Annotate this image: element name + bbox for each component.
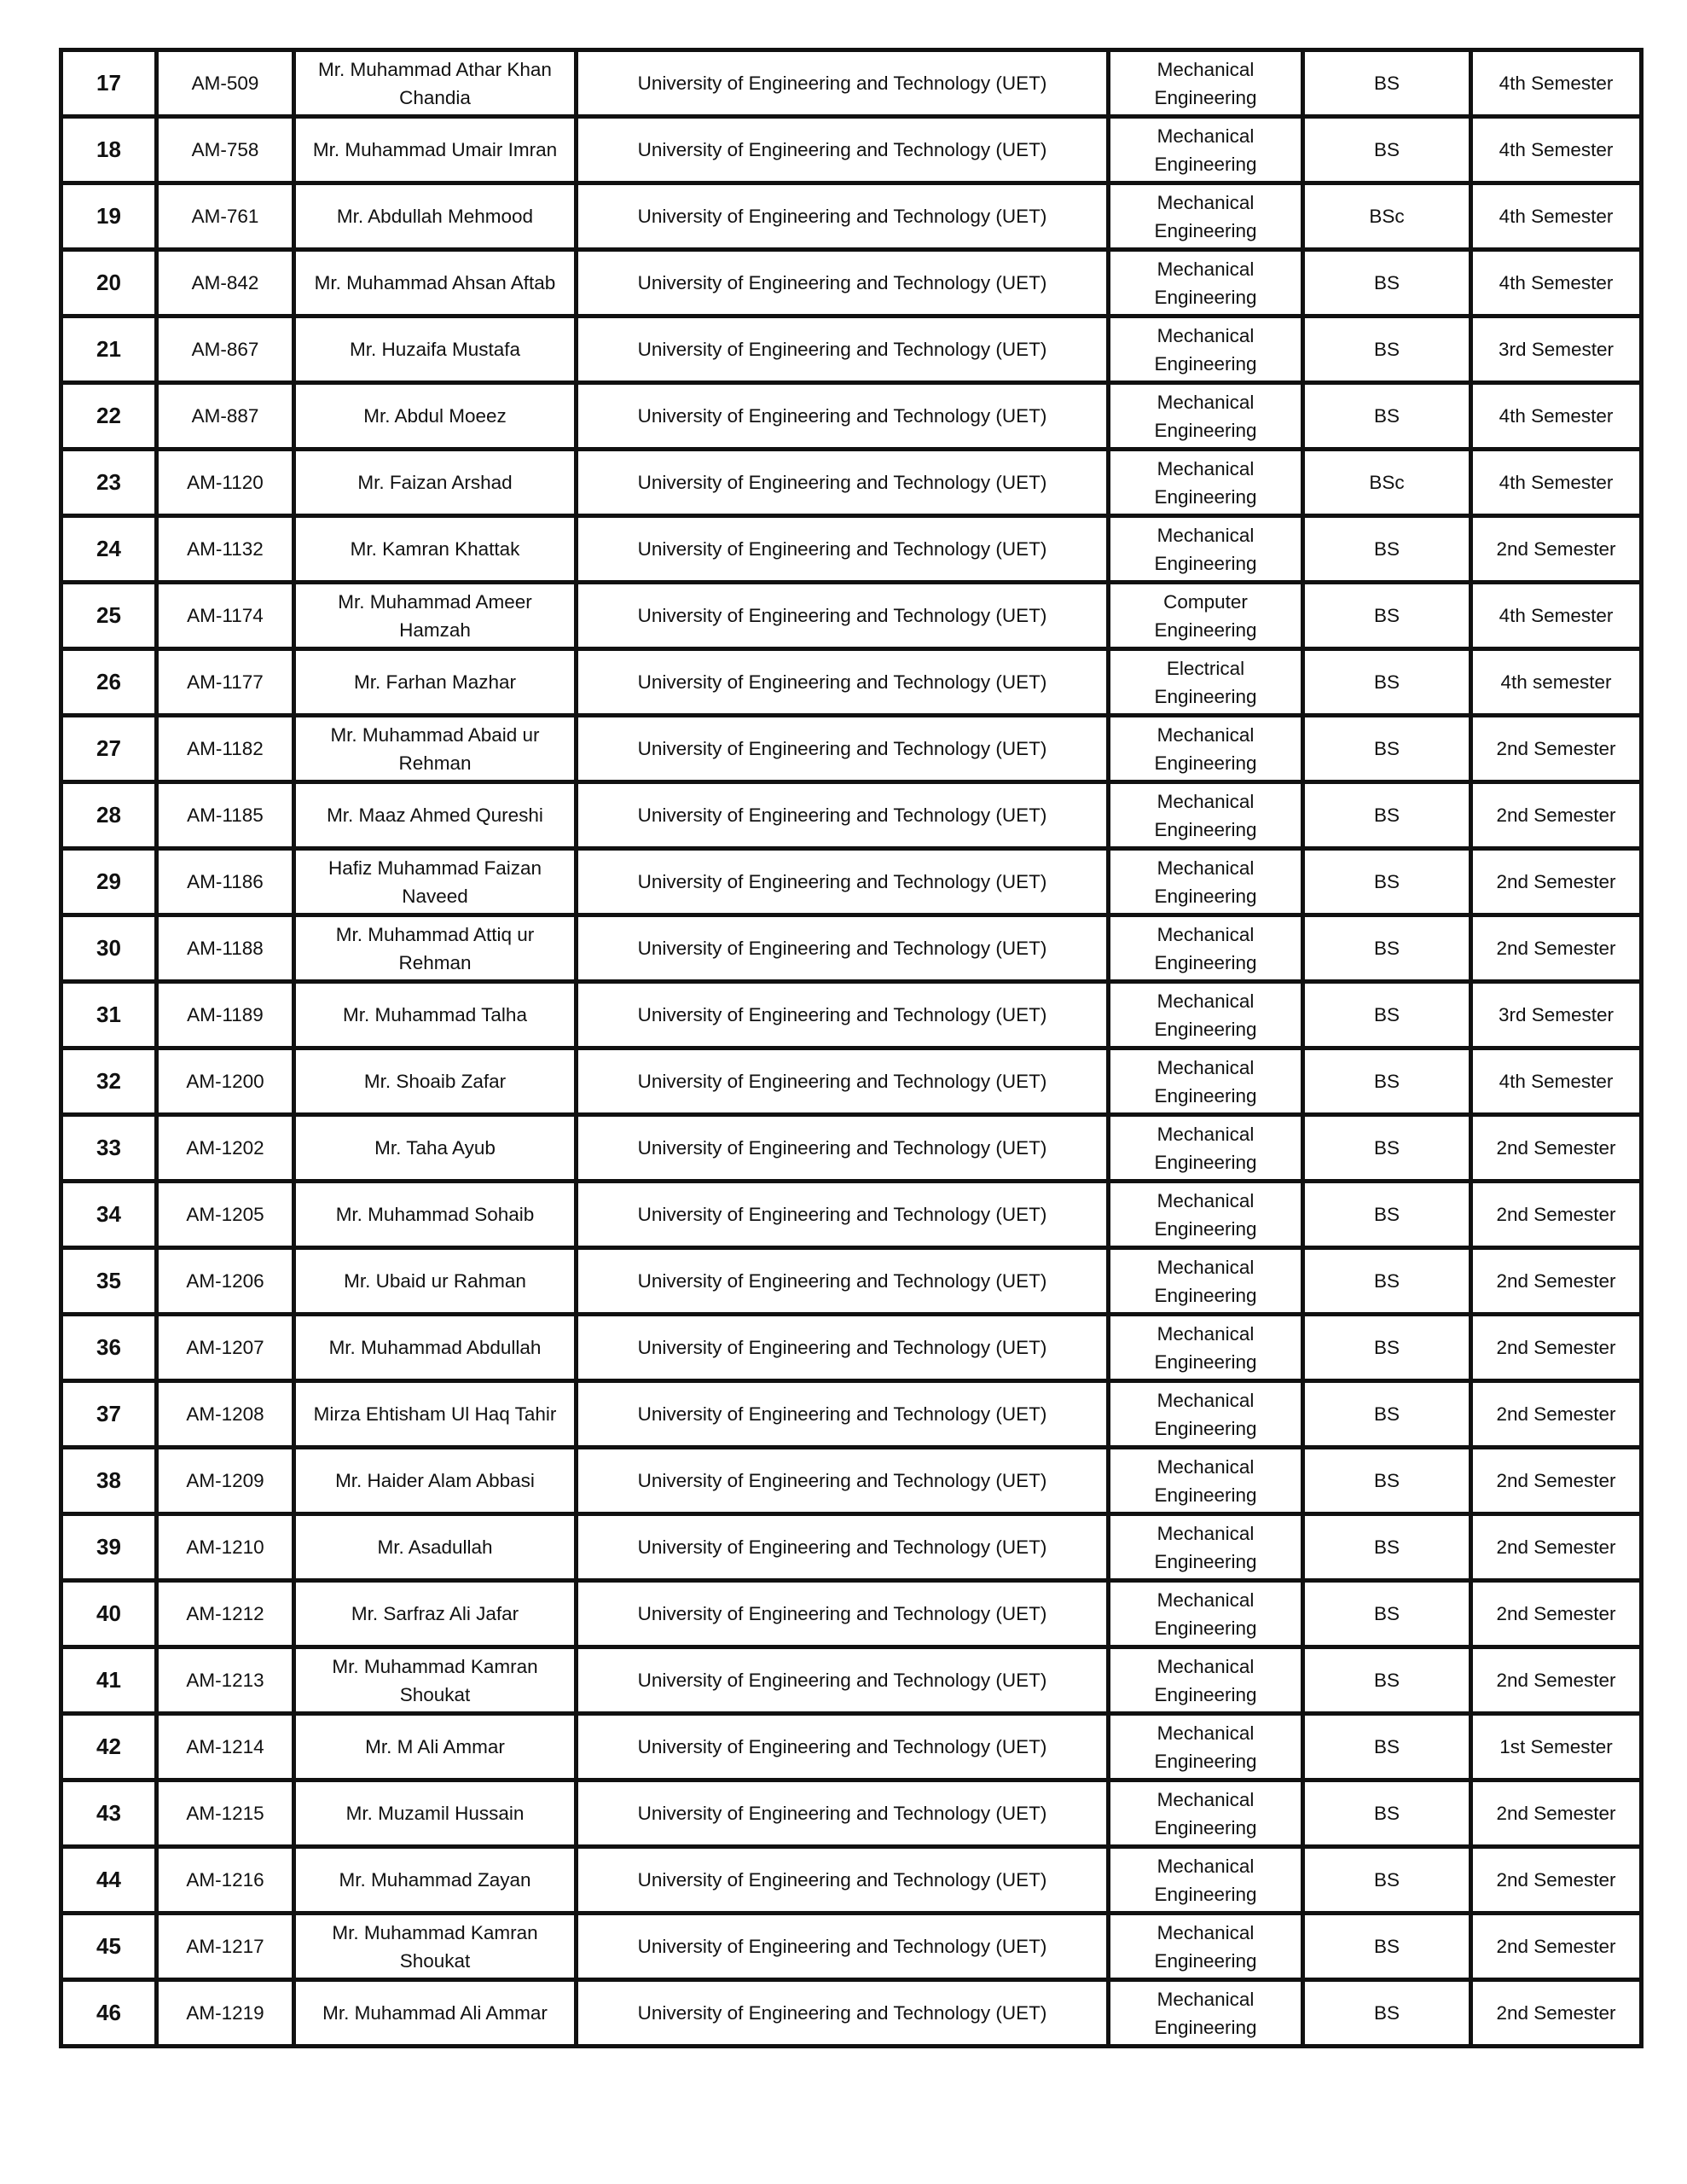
degree-cell: BS [1303,1448,1471,1514]
institute-cell: University of Engineering and Technology (UET) [577,516,1109,583]
institute-cell: University of Engineering and Technology (UET) [577,1581,1109,1647]
semester-cell: 4th Semester [1471,1048,1642,1115]
serial-number-cell: 46 [61,1980,157,2047]
member-id-cell: AM-1189 [157,982,294,1048]
serial-number-cell: 17 [61,50,157,117]
degree-cell: BS [1303,1048,1471,1115]
member-id-cell: AM-1217 [157,1914,294,1980]
member-id-cell: AM-1200 [157,1048,294,1115]
department-cell: Mechanical Engineering [1109,1514,1303,1581]
student-name-cell: Mr. Ubaid ur Rahman [294,1248,577,1315]
semester-cell: 2nd Semester [1471,782,1642,849]
department-cell: Mechanical Engineering [1109,849,1303,915]
semester-cell: 4th Semester [1471,117,1642,183]
department-cell: Mechanical Engineering [1109,782,1303,849]
serial-number-cell: 41 [61,1647,157,1714]
department-cell: Mechanical Engineering [1109,1980,1303,2047]
institute-cell: University of Engineering and Technology (UET) [577,317,1109,383]
student-name-cell: Mr. Farhan Mazhar [294,649,577,716]
institute-cell: University of Engineering and Technology (UET) [577,1714,1109,1780]
student-name-cell: Mr. M Ali Ammar [294,1714,577,1780]
serial-number-cell: 40 [61,1581,157,1647]
student-name-cell: Mr. Muhammad Kamran Shoukat [294,1647,577,1714]
institute-cell: University of Engineering and Technology (UET) [577,1448,1109,1514]
member-id-cell: AM-1182 [157,716,294,782]
table-row [61,849,1642,915]
student-name-cell: Mr. Abdullah Mehmood [294,183,577,250]
table-row [61,1315,1642,1381]
member-id-cell: AM-1209 [157,1448,294,1514]
department-cell: Mechanical Engineering [1109,1847,1303,1914]
institute-cell: University of Engineering and Technology (UET) [577,50,1109,117]
serial-number-cell: 28 [61,782,157,849]
table-row [61,1514,1642,1581]
table-row [61,716,1642,782]
member-id-cell: AM-1214 [157,1714,294,1780]
department-cell: Computer Engineering [1109,583,1303,649]
institute-cell: University of Engineering and Technology (UET) [577,1315,1109,1381]
table-row [61,50,1642,117]
table-row [61,117,1642,183]
table-row [61,649,1642,716]
member-id-cell: AM-842 [157,250,294,317]
serial-number-cell: 44 [61,1847,157,1914]
member-id-cell: AM-867 [157,317,294,383]
table-row [61,1381,1642,1448]
semester-cell: 2nd Semester [1471,849,1642,915]
semester-cell: 2nd Semester [1471,915,1642,982]
table-row [61,1647,1642,1714]
institute-cell: University of Engineering and Technology (UET) [577,1115,1109,1182]
degree-cell: BS [1303,1315,1471,1381]
table-row [61,250,1642,317]
table-row [61,1248,1642,1315]
serial-number-cell: 42 [61,1714,157,1780]
member-id-cell: AM-1132 [157,516,294,583]
table-row [61,1980,1642,2047]
institute-cell: University of Engineering and Technology (UET) [577,915,1109,982]
table-row [61,1914,1642,1980]
institute-cell: University of Engineering and Technology (UET) [577,1980,1109,2047]
member-id-cell: AM-1206 [157,1248,294,1315]
student-name-cell: Mr. Muhammad Zayan [294,1847,577,1914]
student-name-cell: Mr. Muhammad Athar Khan Chandia [294,50,577,117]
semester-cell: 2nd Semester [1471,1514,1642,1581]
serial-number-cell: 19 [61,183,157,250]
serial-number-cell: 33 [61,1115,157,1182]
table-row [61,183,1642,250]
semester-cell: 2nd Semester [1471,1115,1642,1182]
member-id-cell: AM-1219 [157,1980,294,2047]
degree-cell: BS [1303,117,1471,183]
serial-number-cell: 21 [61,317,157,383]
department-cell: Mechanical Engineering [1109,1448,1303,1514]
serial-number-cell: 39 [61,1514,157,1581]
table-row [61,915,1642,982]
serial-number-cell: 29 [61,849,157,915]
student-name-cell: Mr. Muhammad Kamran Shoukat [294,1914,577,1980]
student-name-cell: Mr. Muhammad Ameer Hamzah [294,583,577,649]
degree-cell: BS [1303,383,1471,450]
student-name-cell: Mr. Asadullah [294,1514,577,1581]
member-id-cell: AM-1174 [157,583,294,649]
serial-number-cell: 27 [61,716,157,782]
department-cell: Mechanical Engineering [1109,516,1303,583]
member-id-cell: AM-758 [157,117,294,183]
department-cell: Mechanical Engineering [1109,1048,1303,1115]
member-id-cell: AM-509 [157,50,294,117]
semester-cell: 2nd Semester [1471,1847,1642,1914]
department-cell: Mechanical Engineering [1109,250,1303,317]
serial-number-cell: 18 [61,117,157,183]
department-cell: Mechanical Engineering [1109,1248,1303,1315]
degree-cell: BS [1303,516,1471,583]
semester-cell: 2nd Semester [1471,1315,1642,1381]
semester-cell: 2nd Semester [1471,1780,1642,1847]
department-cell: Mechanical Engineering [1109,716,1303,782]
degree-cell: BS [1303,1248,1471,1315]
institute-cell: University of Engineering and Technology (UET) [577,1248,1109,1315]
degree-cell: BSc [1303,183,1471,250]
department-cell: Mechanical Engineering [1109,1914,1303,1980]
department-cell: Mechanical Engineering [1109,383,1303,450]
department-cell: Mechanical Engineering [1109,1115,1303,1182]
degree-cell: BS [1303,1182,1471,1248]
department-cell: Mechanical Engineering [1109,1714,1303,1780]
serial-number-cell: 26 [61,649,157,716]
degree-cell: BS [1303,649,1471,716]
semester-cell: 4th Semester [1471,50,1642,117]
serial-number-cell: 23 [61,450,157,516]
member-id-cell: AM-1185 [157,782,294,849]
serial-number-cell: 30 [61,915,157,982]
department-cell: Mechanical Engineering [1109,183,1303,250]
degree-cell: BS [1303,1914,1471,1980]
department-cell: Mechanical Engineering [1109,1647,1303,1714]
degree-cell: BS [1303,317,1471,383]
semester-cell: 3rd Semester [1471,317,1642,383]
degree-cell: BS [1303,849,1471,915]
serial-number-cell: 25 [61,583,157,649]
department-cell: Mechanical Engineering [1109,915,1303,982]
degree-cell: BS [1303,716,1471,782]
member-id-cell: AM-761 [157,183,294,250]
institute-cell: University of Engineering and Technology (UET) [577,1847,1109,1914]
semester-cell: 4th Semester [1471,383,1642,450]
table-row [61,1048,1642,1115]
member-id-cell: AM-1120 [157,450,294,516]
semester-cell: 4th Semester [1471,583,1642,649]
member-id-cell: AM-1210 [157,1514,294,1581]
semester-cell: 2nd Semester [1471,1647,1642,1714]
table-row [61,982,1642,1048]
degree-cell: BS [1303,1581,1471,1647]
degree-cell: BS [1303,915,1471,982]
institute-cell: University of Engineering and Technology (UET) [577,450,1109,516]
institute-cell: University of Engineering and Technology (UET) [577,250,1109,317]
institute-cell: University of Engineering and Technology (UET) [577,117,1109,183]
member-id-cell: AM-1188 [157,915,294,982]
degree-cell: BS [1303,1980,1471,2047]
serial-number-cell: 45 [61,1914,157,1980]
student-name-cell: Mr. Haider Alam Abbasi [294,1448,577,1514]
semester-cell: 2nd Semester [1471,1914,1642,1980]
student-name-cell: Mr. Muhammad Abdullah [294,1315,577,1381]
serial-number-cell: 22 [61,383,157,450]
student-name-cell: Hafiz Muhammad Faizan Naveed [294,849,577,915]
student-name-cell: Mr. Muhammad Ahsan Aftab [294,250,577,317]
degree-cell: BS [1303,1847,1471,1914]
department-cell: Mechanical Engineering [1109,1780,1303,1847]
semester-cell: 4th Semester [1471,183,1642,250]
institute-cell: University of Engineering and Technology (UET) [577,1914,1109,1980]
member-id-cell: AM-1216 [157,1847,294,1914]
table-row [61,1182,1642,1248]
degree-cell: BS [1303,583,1471,649]
institute-cell: University of Engineering and Technology (UET) [577,716,1109,782]
serial-number-cell: 35 [61,1248,157,1315]
serial-number-cell: 37 [61,1381,157,1448]
table-row [61,450,1642,516]
table-row [61,1115,1642,1182]
department-cell: Mechanical Engineering [1109,50,1303,117]
institute-cell: University of Engineering and Technology (UET) [577,583,1109,649]
serial-number-cell: 38 [61,1448,157,1514]
member-id-cell: AM-1207 [157,1315,294,1381]
degree-cell: BS [1303,250,1471,317]
institute-cell: University of Engineering and Technology (UET) [577,1780,1109,1847]
department-cell: Mechanical Engineering [1109,1381,1303,1448]
serial-number-cell: 36 [61,1315,157,1381]
department-cell: Mechanical Engineering [1109,317,1303,383]
student-name-cell: Mr. Sarfraz Ali Jafar [294,1581,577,1647]
student-name-cell: Mr. Faizan Arshad [294,450,577,516]
table-body [61,50,1642,2047]
semester-cell: 4th Semester [1471,250,1642,317]
institute-cell: University of Engineering and Technology (UET) [577,849,1109,915]
student-name-cell: Mr. Taha Ayub [294,1115,577,1182]
degree-cell: BS [1303,1514,1471,1581]
serial-number-cell: 32 [61,1048,157,1115]
semester-cell: 4th Semester [1471,450,1642,516]
institute-cell: University of Engineering and Technology (UET) [577,1048,1109,1115]
degree-cell: BS [1303,1381,1471,1448]
semester-cell: 2nd Semester [1471,1980,1642,2047]
institute-cell: University of Engineering and Technology (UET) [577,1182,1109,1248]
member-id-cell: AM-887 [157,383,294,450]
student-name-cell: Mr. Muhammad Talha [294,982,577,1048]
semester-cell: 1st Semester [1471,1714,1642,1780]
student-name-cell: Mr. Huzaifa Mustafa [294,317,577,383]
institute-cell: University of Engineering and Technology (UET) [577,982,1109,1048]
table-row [61,1448,1642,1514]
department-cell: Mechanical Engineering [1109,1315,1303,1381]
serial-number-cell: 34 [61,1182,157,1248]
degree-cell: BS [1303,982,1471,1048]
member-id-cell: AM-1186 [157,849,294,915]
department-cell: Mechanical Engineering [1109,450,1303,516]
student-name-cell: Mr. Muhammad Umair Imran [294,117,577,183]
member-id-cell: AM-1213 [157,1647,294,1714]
semester-cell: 2nd Semester [1471,1381,1642,1448]
institute-cell: University of Engineering and Technology (UET) [577,1647,1109,1714]
degree-cell: BS [1303,50,1471,117]
institute-cell: University of Engineering and Technology (UET) [577,1514,1109,1581]
department-cell: Mechanical Engineering [1109,1182,1303,1248]
member-id-cell: AM-1208 [157,1381,294,1448]
semester-cell: 2nd Semester [1471,716,1642,782]
semester-cell: 2nd Semester [1471,1448,1642,1514]
member-id-cell: AM-1215 [157,1780,294,1847]
semester-cell: 2nd Semester [1471,516,1642,583]
degree-cell: BS [1303,1780,1471,1847]
serial-number-cell: 24 [61,516,157,583]
serial-number-cell: 20 [61,250,157,317]
semester-cell: 3rd Semester [1471,982,1642,1048]
table-row [61,1714,1642,1780]
serial-number-cell: 43 [61,1780,157,1847]
table-row [61,583,1642,649]
semester-cell: 2nd Semester [1471,1182,1642,1248]
table-row [61,317,1642,383]
degree-cell: BS [1303,1115,1471,1182]
table-row [61,1780,1642,1847]
institute-cell: University of Engineering and Technology (UET) [577,649,1109,716]
table-row [61,1581,1642,1647]
degree-cell: BSc [1303,450,1471,516]
student-name-cell: Mr. Muhammad Sohaib [294,1182,577,1248]
student-name-cell: Mr. Shoaib Zafar [294,1048,577,1115]
student-name-cell: Mirza Ehtisham Ul Haq Tahir [294,1381,577,1448]
table-row [61,782,1642,849]
degree-cell: BS [1303,782,1471,849]
student-name-cell: Mr. Abdul Moeez [294,383,577,450]
semester-cell: 2nd Semester [1471,1248,1642,1315]
student-list-table [59,48,1644,2048]
institute-cell: University of Engineering and Technology (UET) [577,183,1109,250]
student-name-cell: Mr. Kamran Khattak [294,516,577,583]
member-id-cell: AM-1205 [157,1182,294,1248]
table-row [61,383,1642,450]
table-row [61,516,1642,583]
semester-cell: 2nd Semester [1471,1581,1642,1647]
serial-number-cell: 31 [61,982,157,1048]
department-cell: Mechanical Engineering [1109,1581,1303,1647]
member-id-cell: AM-1177 [157,649,294,716]
degree-cell: BS [1303,1714,1471,1780]
student-name-cell: Mr. Muhammad Abaid ur Rehman [294,716,577,782]
institute-cell: University of Engineering and Technology (UET) [577,782,1109,849]
member-id-cell: AM-1212 [157,1581,294,1647]
institute-cell: University of Engineering and Technology (UET) [577,383,1109,450]
student-name-cell: Mr. Muhammad Ali Ammar [294,1980,577,2047]
student-name-cell: Mr. Muhammad Attiq ur Rehman [294,915,577,982]
student-name-cell: Mr. Maaz Ahmed Qureshi [294,782,577,849]
student-name-cell: Mr. Muzamil Hussain [294,1780,577,1847]
institute-cell: University of Engineering and Technology (UET) [577,1381,1109,1448]
table-row [61,1847,1642,1914]
semester-cell: 4th semester [1471,649,1642,716]
department-cell: Mechanical Engineering [1109,117,1303,183]
department-cell: Electrical Engineering [1109,649,1303,716]
member-id-cell: AM-1202 [157,1115,294,1182]
degree-cell: BS [1303,1647,1471,1714]
department-cell: Mechanical Engineering [1109,982,1303,1048]
